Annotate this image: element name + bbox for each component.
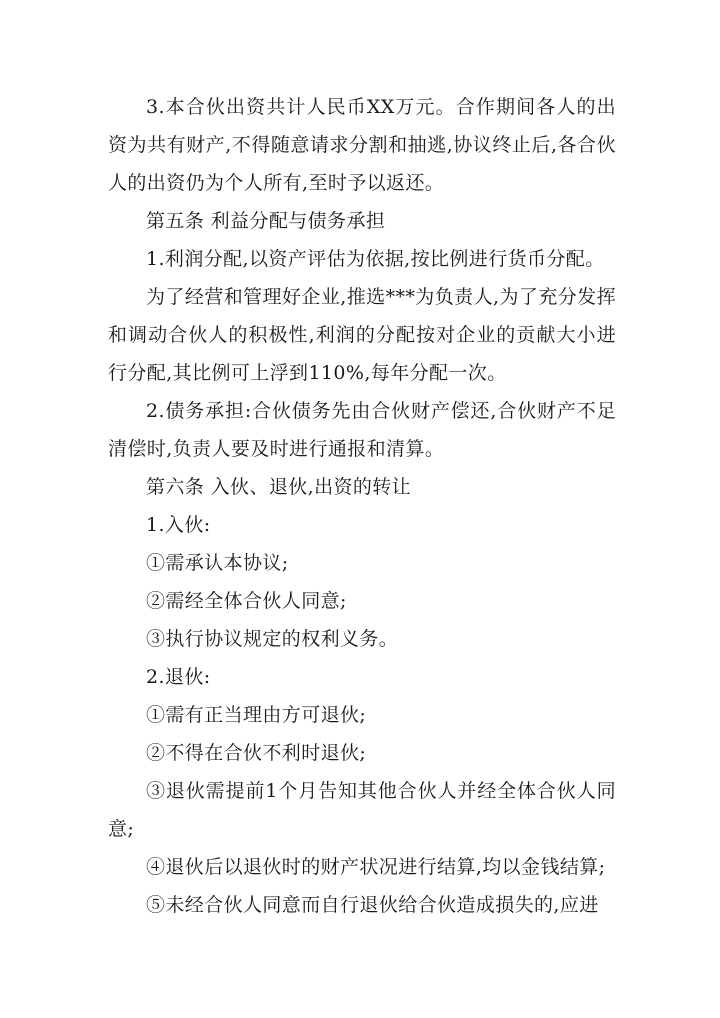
- paragraph-capital-contribution: 3.本合伙出资共计人民币XX万元。合作期间各人的出资为共有财产,不得随意请求分割和抽逃,协议终止后,各合伙人的出资仍为个人所有,至时予以返还。: [108, 96, 616, 194]
- list-item: ②不得在合伙不利时退伙;: [146, 742, 367, 764]
- document-body: [108, 88, 616, 924]
- list-item: ⑤未经合伙人同意而自行退伙给合伙造成损失的,应进: [146, 894, 599, 916]
- article-5-heading: 第五条 利益分配与债务承担: [146, 210, 386, 232]
- subheading-withdrawal: 2.退伙:: [146, 666, 211, 688]
- list-item: ②需经全体合伙人同意;: [146, 590, 347, 612]
- list-item: ③退伙需提前1个月告知其他合伙人并经全体合伙人同意;: [108, 780, 616, 840]
- list-item: ③执行协议规定的权利义务。: [146, 628, 399, 650]
- list-item: ①需有正当理由方可退伙;: [146, 704, 367, 726]
- list-item: ①需承认本协议;: [146, 552, 289, 574]
- paragraph-manager-election: 为了经营和管理好企业,推选***为负责人,为了充分发挥和调动合伙人的积极性,利润的分配按对企业的贡献大小进行分配,其比例可上浮到110%,每年分配一次。: [108, 286, 616, 384]
- list-item: ④退伙后以退伙时的财产状况进行结算,均以金钱结算;: [146, 856, 606, 878]
- paragraph-debt-liability: 2.债务承担:合伙债务先由合伙财产偿还,合伙财产不足清偿时,负责人要及时进行通报和清算。: [108, 400, 616, 460]
- paragraph-profit-distribution: 1.利润分配,以资产评估为依据,按比例进行货币分配。: [146, 248, 605, 270]
- subheading-joining: 1.入伙:: [146, 514, 211, 536]
- article-6-heading: 第六条 入伙、退伙,出资的转让: [146, 476, 412, 498]
